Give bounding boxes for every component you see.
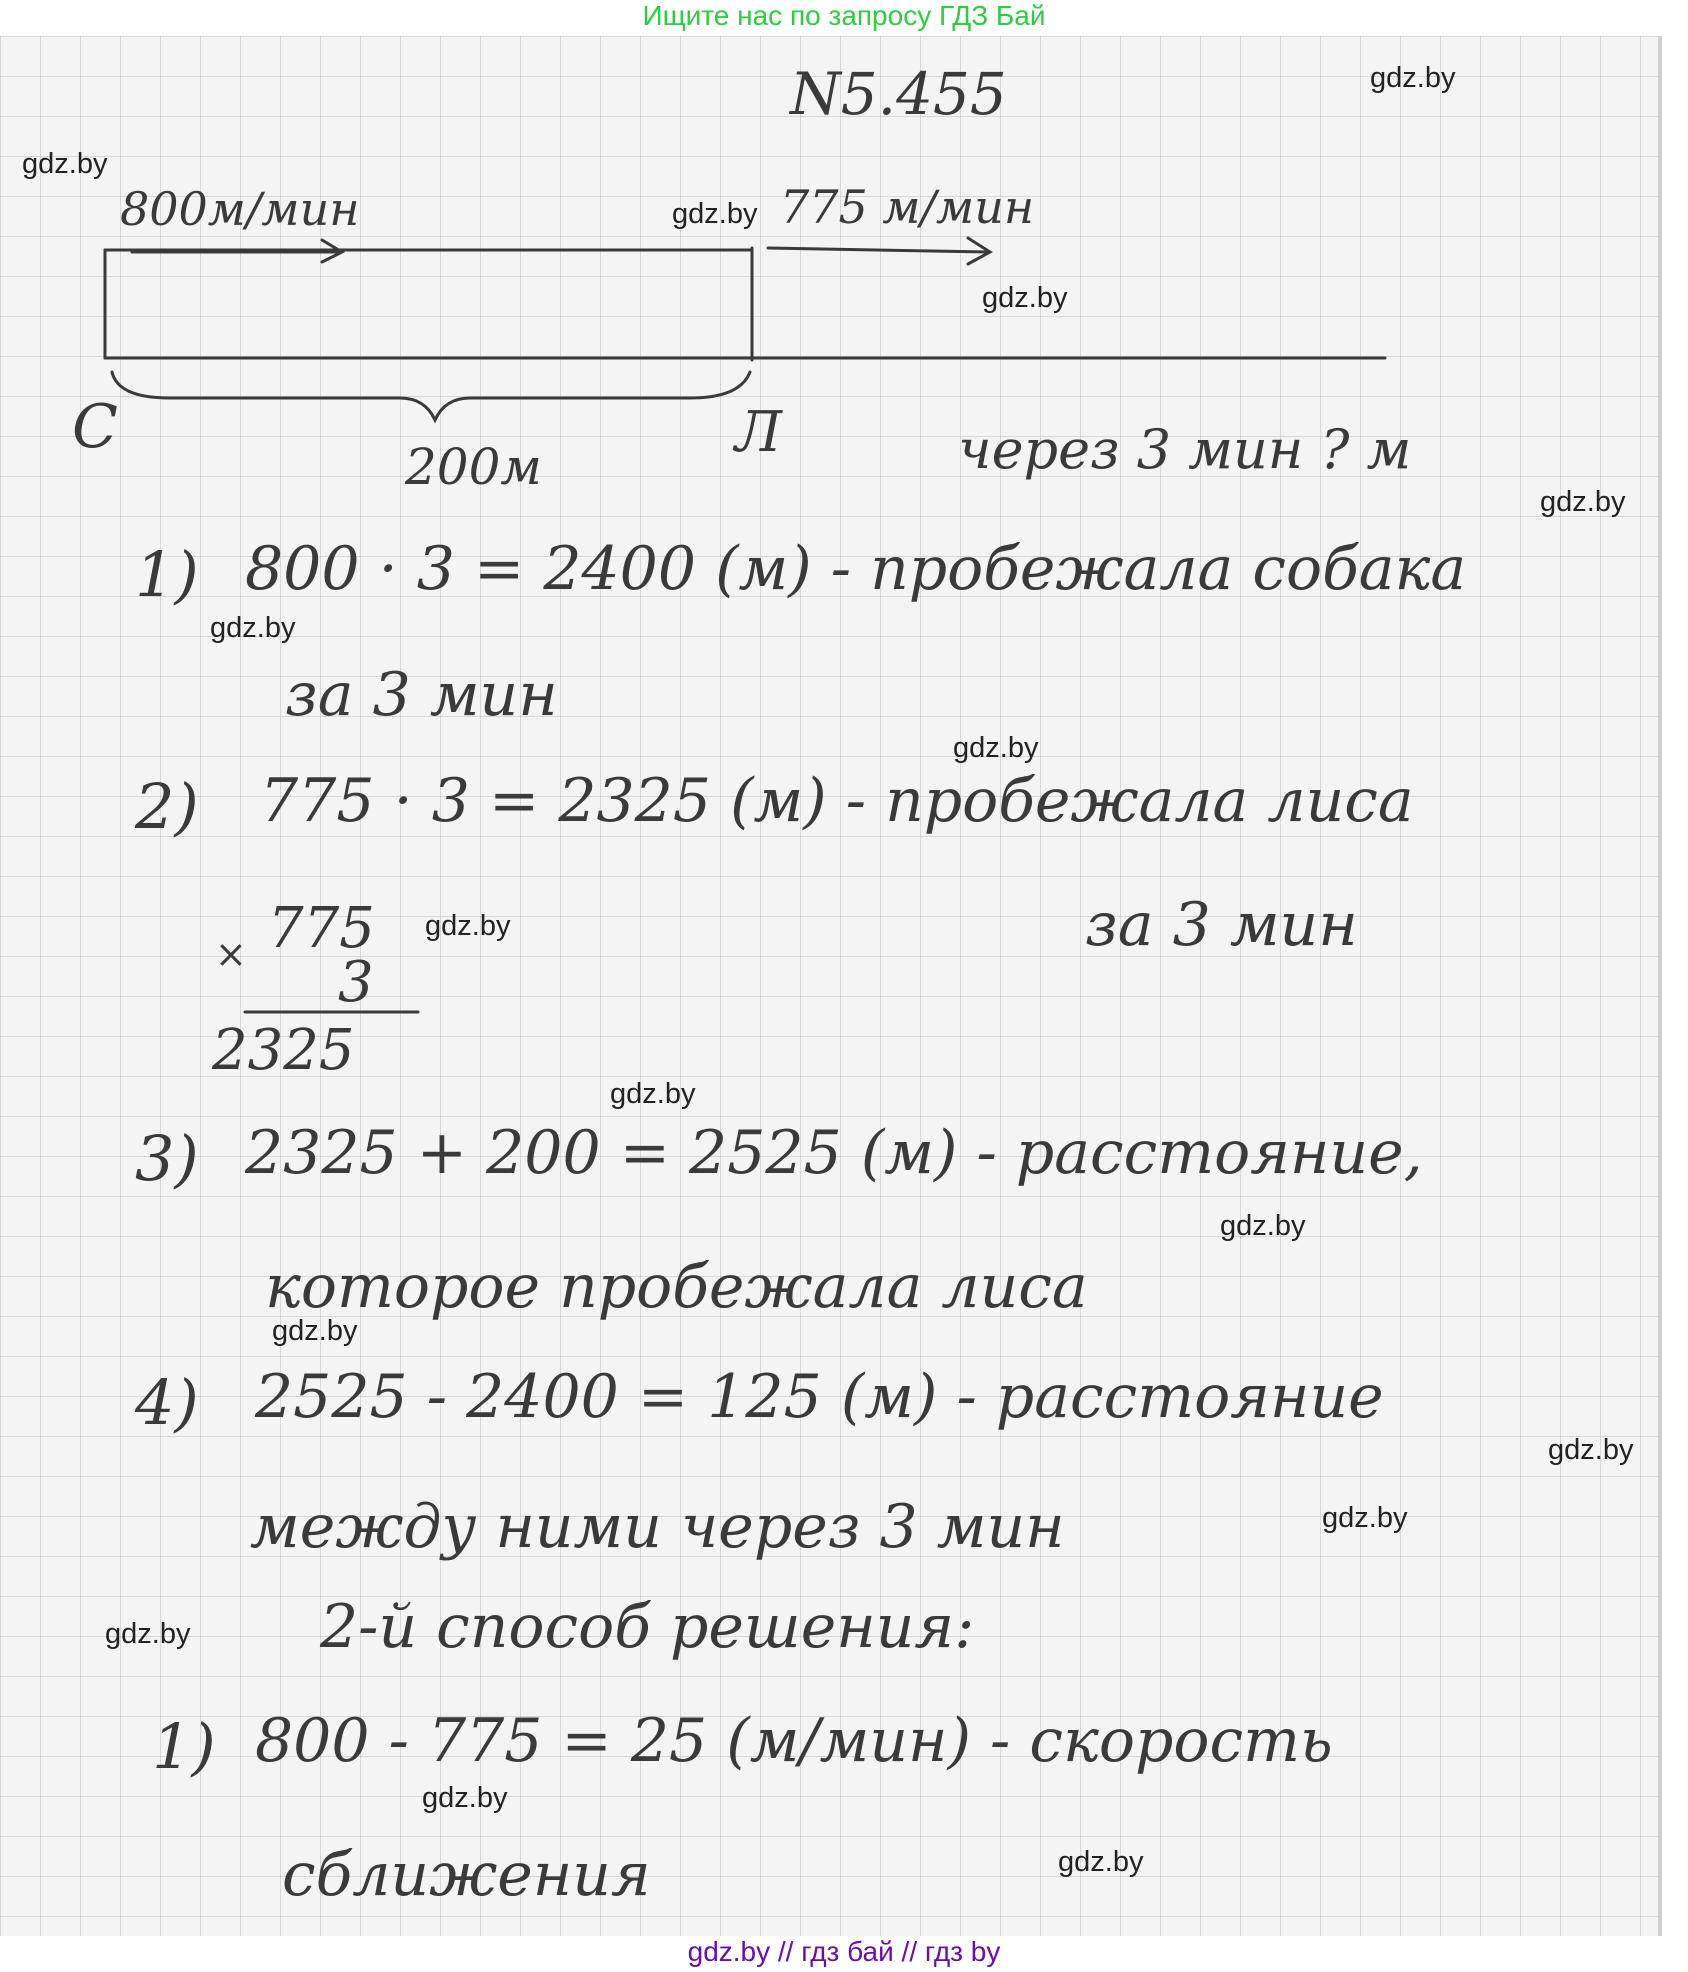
column-mult-sign: × [215,932,247,976]
watermark: gdz.by [210,612,296,644]
column-mult-multiplier: 3 [338,950,374,1015]
watermark: gdz.by [610,1078,696,1110]
watermark: gdz.by [1370,62,1456,94]
watermark: gdz.by [425,910,511,942]
step1-expression: 800 · 3 = 2400 (м) - пробежала собака [245,534,1467,604]
column-mult-result: 2325 [212,1018,355,1083]
step4-expression: 2525 - 2400 = 125 (м) - расстояние [255,1362,1384,1432]
top-banner: Ищите нас по запросу ГДЗ Бай [642,0,1046,31]
bottom-banner: gdz.by // гдз бай // гдз by [687,1936,1001,1967]
distance-label: 200м [405,438,542,496]
watermark: gdz.by [1548,1434,1634,1466]
problem-number: N5.455 [790,60,1007,128]
column-mult-top: 775 [268,896,375,961]
watermark: gdz.by [672,198,758,230]
step1-continuation: за 3 мин [285,660,558,730]
step2-expression: 775 · 3 = 2325 (м) - пробежала лиса [260,766,1414,836]
notebook-edge [1658,36,1662,1936]
speed-right-label: 775 м/мин [780,180,1035,234]
step4-continuation: между ними через 3 мин [250,1492,1065,1562]
step2-continuation: за 3 мин [1085,890,1358,960]
point-left-label: С [72,392,118,462]
speed-left-label: 800м/мин [120,182,360,236]
watermark: gdz.by [422,1782,508,1814]
watermark: gdz.by [105,1618,191,1650]
watermark: gdz.by [982,282,1068,314]
watermark: gdz.by [22,148,108,180]
step1-number: 1) [135,538,199,611]
method2-step1-number: 1) [152,1710,216,1783]
watermark: gdz.by [272,1315,358,1347]
step4-number: 4) [135,1366,199,1439]
method2-step1-expression: 800 - 775 = 25 (м/мин) - скорость [255,1706,1333,1776]
step3-expression: 2325 + 200 = 2525 (м) - расстояние, [245,1118,1423,1188]
watermark: gdz.by [1322,1502,1408,1534]
watermark: gdz.by [1220,1210,1306,1242]
step3-number: 3) [135,1122,199,1195]
watermark: gdz.by [953,732,1039,764]
step2-number: 2) [135,770,199,843]
watermark: gdz.by [1540,486,1626,518]
method2-step1-continuation: сближения [282,1840,651,1910]
point-right-label: Л [735,400,782,465]
method2-title: 2-й способ решения: [320,1592,975,1662]
question-label: через 3 мин ? м [958,418,1412,481]
watermark: gdz.by [1058,1846,1144,1878]
step3-continuation: которое пробежала лиса [265,1252,1088,1322]
